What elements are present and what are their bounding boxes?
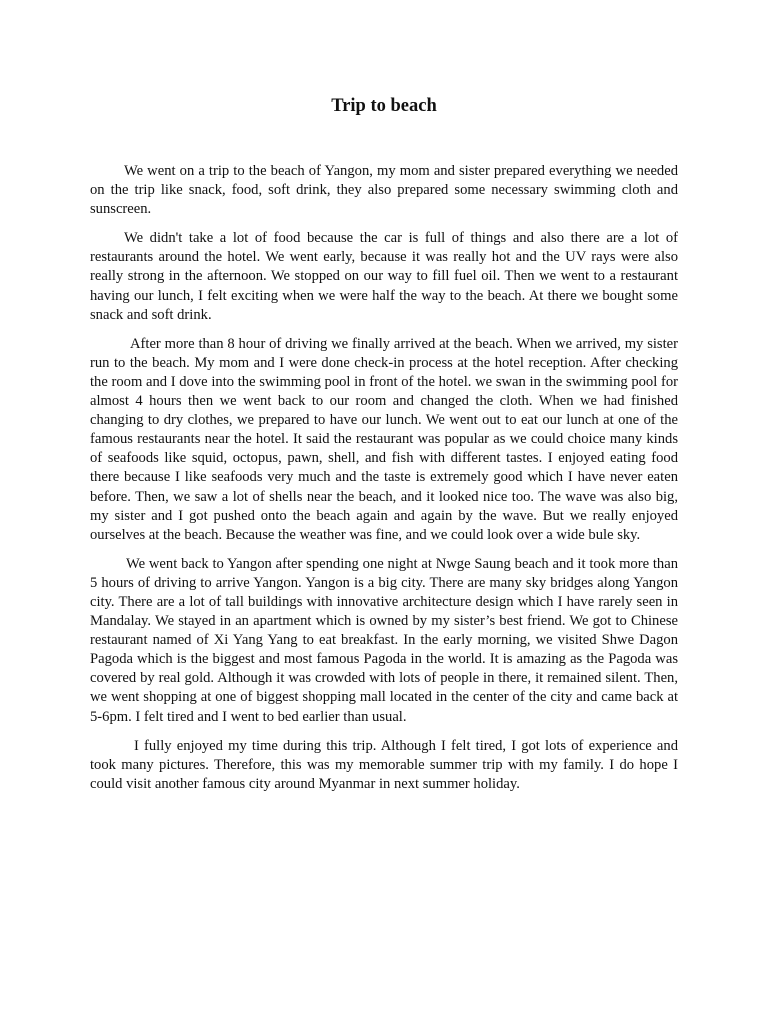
paragraph-2: We didn't take a lot of food because the car is full of things and also there are a lot of restaurants around the hotel. We went early, because it was really hot and the UV rays were also really strong in the afternoon. We stopped on our way to fill fuel oil. Then we went to a restaurant having our lunch, I felt exciting when we were half the way to the beach. At there we bought some snack and soft drink.: [90, 230, 678, 323]
paragraph-5: I fully enjoyed my time during this trip. Although I felt tired, I got lots of experience and took many pictures. Therefore, this was my memorable summer trip with my family. I do hope I could visit another famous city around Myanmar in next summer holiday.: [90, 737, 678, 792]
document-title: Trip to beach: [331, 96, 437, 116]
paragraph-1: We went on a trip to the beach of Yangon, my mom and sister prepared everything we needed on the trip like snack, food, soft drink, they also prepared some necessary swimming cloth and sunscreen.: [90, 163, 678, 218]
paragraph-4: We went back to Yangon after spending one night at Nwge Saung beach and it took more than 5 hours of driving to arrive Yangon. Yangon is a big city. There are many sky bridges along Yangon city. There are a lot of tall buildings with innovative architecture design which I have rarely seen in Mandalay. We stayed in an apartment which is owned by my sister’s best friend. We got to Chinese restaurant named of Xi Yang Yang to eat breakfast. In the early morning, we visited Shwe Dagon Pagoda which is the biggest and most famous Pagoda in the world. It is amazing as the Pagoda was covered by real gold. Although it was crowded with lots of people in there, it remained silent. Then, we went shopping at one of biggest shopping mall located in the center of the city and came back at 5-6pm. I felt tired and I went to bed earlier than usual.: [90, 555, 678, 725]
paragraph-3: After more than 8 hour of driving we finally arrived at the beach. When we arrived, my sister run to the beach. My mom and I were done check-in process at the hotel reception. After checking the room and I dove into the swimming pool in front of the hotel. we swan in the swimming pool for almost 4 hours then we went back to our room and changed the cloth. When we had finished changing to dry clothes, we prepared to have our lunch. We went out to eat our lunch at one of the famous restaurants near the hotel. It said the restaurant was popular as we could choice many kinds of seafoods like squid, octopus, pawn, shell, and fish with different tastes. I enjoyed eating food there because I like seafoods very much and the taste is extremely good which I have never eaten before. Then, we saw a lot of shells near the beach, and it looked nice too. The wave was also big, my sister and I got pushed onto the beach again and again by the wave. But we really enjoyed ourselves at the beach. Because the weather was fine, and we could look over a wide bule sky.: [90, 335, 678, 543]
document-page: [90, 94, 678, 804]
